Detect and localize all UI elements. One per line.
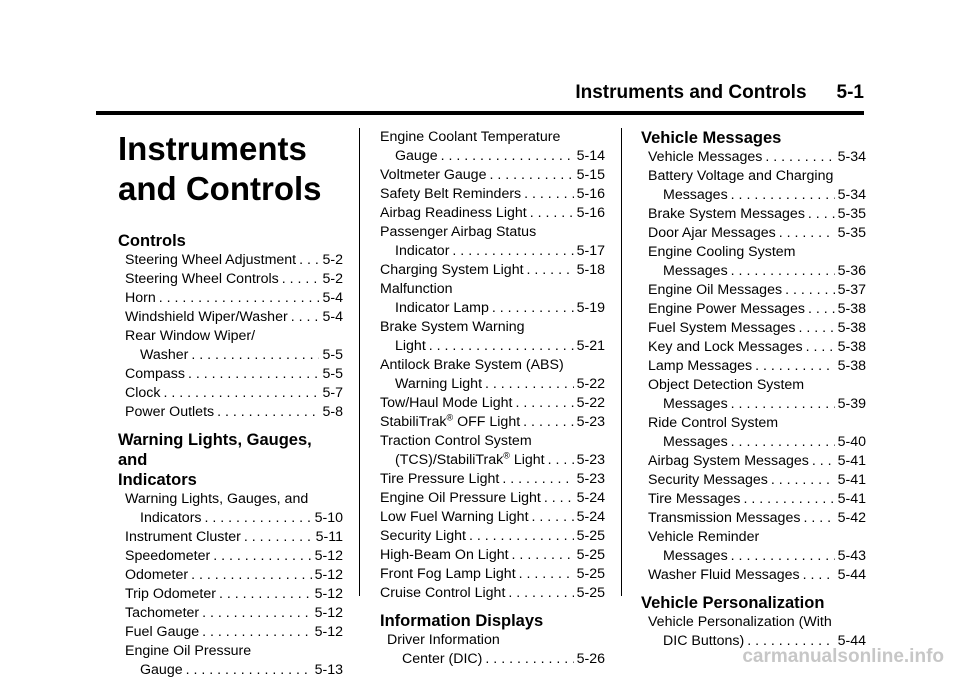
toc-entry[interactable]: Cruise Control Light . . . 5-25	[380, 584, 605, 603]
toc-entry[interactable]: Speedometer . . . 5-12	[125, 547, 343, 566]
toc-entry[interactable]: Messages . . . 5-34	[648, 186, 866, 205]
toc-entry[interactable]: Ride Control System	[648, 415, 779, 431]
toc-column-1	[118, 128, 343, 680]
header-page-number: 5-1	[836, 82, 864, 103]
toc-entry[interactable]: Brake System Warning	[380, 319, 525, 335]
messages-entries	[641, 148, 866, 585]
registered-mark: ®	[446, 412, 454, 423]
toc-entry[interactable]: Light . . . 5-21	[380, 337, 605, 356]
toc-entry[interactable]: Tire Messages . . . 5-41	[648, 490, 866, 509]
toc-entry[interactable]: Front Fog Lamp Light . . . 5-25	[380, 565, 605, 584]
toc-entry[interactable]: Vehicle Reminder	[648, 529, 760, 545]
header-section-title: Instruments and Controls	[575, 82, 807, 103]
toc-entry[interactable]: Engine Oil Pressure	[125, 643, 252, 659]
toc-entry[interactable]: DIC Buttons) . . . 5-44	[648, 632, 866, 651]
toc-entry[interactable]: Instrument Cluster . . . 5-11	[125, 528, 343, 547]
toc-entry[interactable]: Gauge . . . 5-14	[380, 147, 605, 166]
toc-entry[interactable]: High-Beam On Light . . . 5-25	[380, 546, 605, 565]
header-rule	[96, 111, 864, 115]
toc-entry[interactable]: Engine Coolant Temperature	[380, 129, 561, 145]
toc-entry[interactable]: Driver Information	[387, 632, 500, 648]
toc-entry[interactable]: Messages . . . 5-36	[648, 262, 866, 281]
toc-entry[interactable]: Compass . . . 5-5	[125, 365, 343, 384]
column-divider	[621, 128, 622, 596]
toc-entry[interactable]: Antilock Brake System (ABS)	[380, 357, 564, 373]
toc-entry[interactable]: Fuel System Messages . . . 5-38	[648, 319, 866, 338]
section-title-info-displays: Information Displays	[380, 612, 544, 630]
toc-entry[interactable]: Odometer . . . 5-12	[125, 566, 343, 585]
warning-entries	[118, 490, 343, 680]
toc-entry[interactable]: Engine Oil Pressure Light . . . 5-24	[380, 489, 605, 508]
toc-entry[interactable]: Brake System Messages . . . 5-35	[648, 205, 866, 224]
toc-entry[interactable]: Airbag Readiness Light . . . 5-16	[380, 204, 605, 223]
info-entries	[380, 631, 605, 669]
toc-entry[interactable]: Warning Light . . . 5-22	[380, 375, 605, 394]
toc-entry[interactable]: Messages . . . 5-43	[648, 547, 866, 566]
toc-entry[interactable]: Power Outlets . . . 5-8	[125, 403, 343, 422]
toc-entry[interactable]: Rear Window Wiper/	[125, 328, 256, 344]
toc-entry[interactable]: Indicator Lamp . . . 5-19	[380, 299, 605, 318]
column-divider	[359, 128, 360, 596]
chapter-title: Instruments and Controls	[118, 130, 322, 207]
toc-entry[interactable]: Voltmeter Gauge . . . 5-15	[380, 166, 605, 185]
toc-entry[interactable]: Charging System Light . . . 5-18	[380, 261, 605, 280]
toc-entry[interactable]: Vehicle Messages . . . 5-34	[648, 148, 866, 167]
toc-entry[interactable]: Steering Wheel Controls . . . 5-2	[125, 270, 343, 289]
registered-mark: ®	[503, 450, 510, 461]
toc-entry[interactable]: Door Ajar Messages . . . 5-35	[648, 224, 866, 243]
warning-entries-continued	[380, 128, 605, 603]
watermark: carmanualsonline.info	[742, 646, 944, 667]
toc-entry[interactable]: Engine Cooling System	[648, 244, 796, 260]
toc-entry[interactable]: Clock . . . 5-7	[125, 384, 343, 403]
toc-entry[interactable]: Fuel Gauge . . . 5-12	[125, 623, 343, 642]
toc-entry[interactable]: Battery Voltage and Charging	[648, 168, 834, 184]
toc-entry[interactable]: Messages . . . 5-40	[648, 433, 866, 452]
section-title-vehicle-messages: Vehicle Messages	[641, 129, 782, 147]
toc-entry[interactable]: Passenger Airbag Status	[380, 224, 537, 240]
toc-column-2	[380, 128, 605, 669]
section-title-warning: Warning Lights, Gauges, and Indicators	[118, 431, 312, 489]
toc-entry[interactable]: Security Messages . . . 5-41	[648, 471, 866, 490]
toc-entry[interactable]: Indicator . . . 5-17	[380, 242, 605, 261]
toc-entry[interactable]: (TCS)/StabiliTrak® Light . . . 5-23	[380, 451, 605, 470]
toc-entry[interactable]: Malfunction	[380, 281, 453, 297]
toc-entry[interactable]: Key and Lock Messages . . . 5-38	[648, 338, 866, 357]
toc-entry[interactable]: Messages . . . 5-39	[648, 395, 866, 414]
toc-entry[interactable]: Vehicle Personalization (With	[648, 614, 832, 630]
toc-entry[interactable]: Object Detection System	[648, 377, 805, 393]
toc-entry[interactable]: Low Fuel Warning Light . . . 5-24	[380, 508, 605, 527]
section-title-controls: Controls	[118, 232, 186, 250]
toc-entry[interactable]: Engine Oil Messages . . . 5-37	[648, 281, 866, 300]
toc-entry[interactable]: Safety Belt Reminders . . . 5-16	[380, 185, 605, 204]
toc-entry[interactable]: Washer . . . 5-5	[125, 346, 343, 365]
controls-entries	[118, 251, 343, 422]
toc-entry[interactable]: StabiliTrak® OFF Light . . . 5-23	[380, 413, 605, 432]
running-header	[575, 82, 864, 104]
toc-column-3	[641, 128, 866, 651]
toc-entry[interactable]: Indicators . . . 5-10	[125, 509, 343, 528]
toc-entry[interactable]: Windshield Wiper/Washer . . . 5-4	[125, 308, 343, 327]
toc-entry[interactable]: Transmission Messages . . . 5-42	[648, 509, 866, 528]
toc-entry[interactable]: Washer Fluid Messages . . . 5-44	[648, 566, 866, 585]
toc-entry[interactable]: Lamp Messages . . . 5-38	[648, 357, 866, 376]
toc-entry[interactable]: Tachometer . . . 5-12	[125, 604, 343, 623]
toc-entry[interactable]: Horn . . . 5-4	[125, 289, 343, 308]
section-title-vehicle-personalization: Vehicle Personalization	[641, 594, 825, 612]
toc-entry[interactable]: Tire Pressure Light . . . 5-23	[380, 470, 605, 489]
toc-entry[interactable]: Warning Lights, Gauges, and	[125, 491, 309, 507]
toc-entry[interactable]: Security Light . . . 5-25	[380, 527, 605, 546]
toc-entry[interactable]: Tow/Haul Mode Light . . . 5-22	[380, 394, 605, 413]
toc-entry[interactable]: Traction Control System	[380, 433, 532, 449]
toc-entry[interactable]: Gauge . . . 5-13	[125, 661, 343, 680]
toc-entry[interactable]: Trip Odometer . . . 5-12	[125, 585, 343, 604]
toc-entry[interactable]: Engine Power Messages . . . 5-38	[648, 300, 866, 319]
toc-entry[interactable]: Steering Wheel Adjustment . . . 5-2	[125, 251, 343, 270]
toc-entry[interactable]: Center (DIC) . . . 5-26	[387, 650, 605, 669]
toc-entry[interactable]: Airbag System Messages . . . 5-41	[648, 452, 866, 471]
